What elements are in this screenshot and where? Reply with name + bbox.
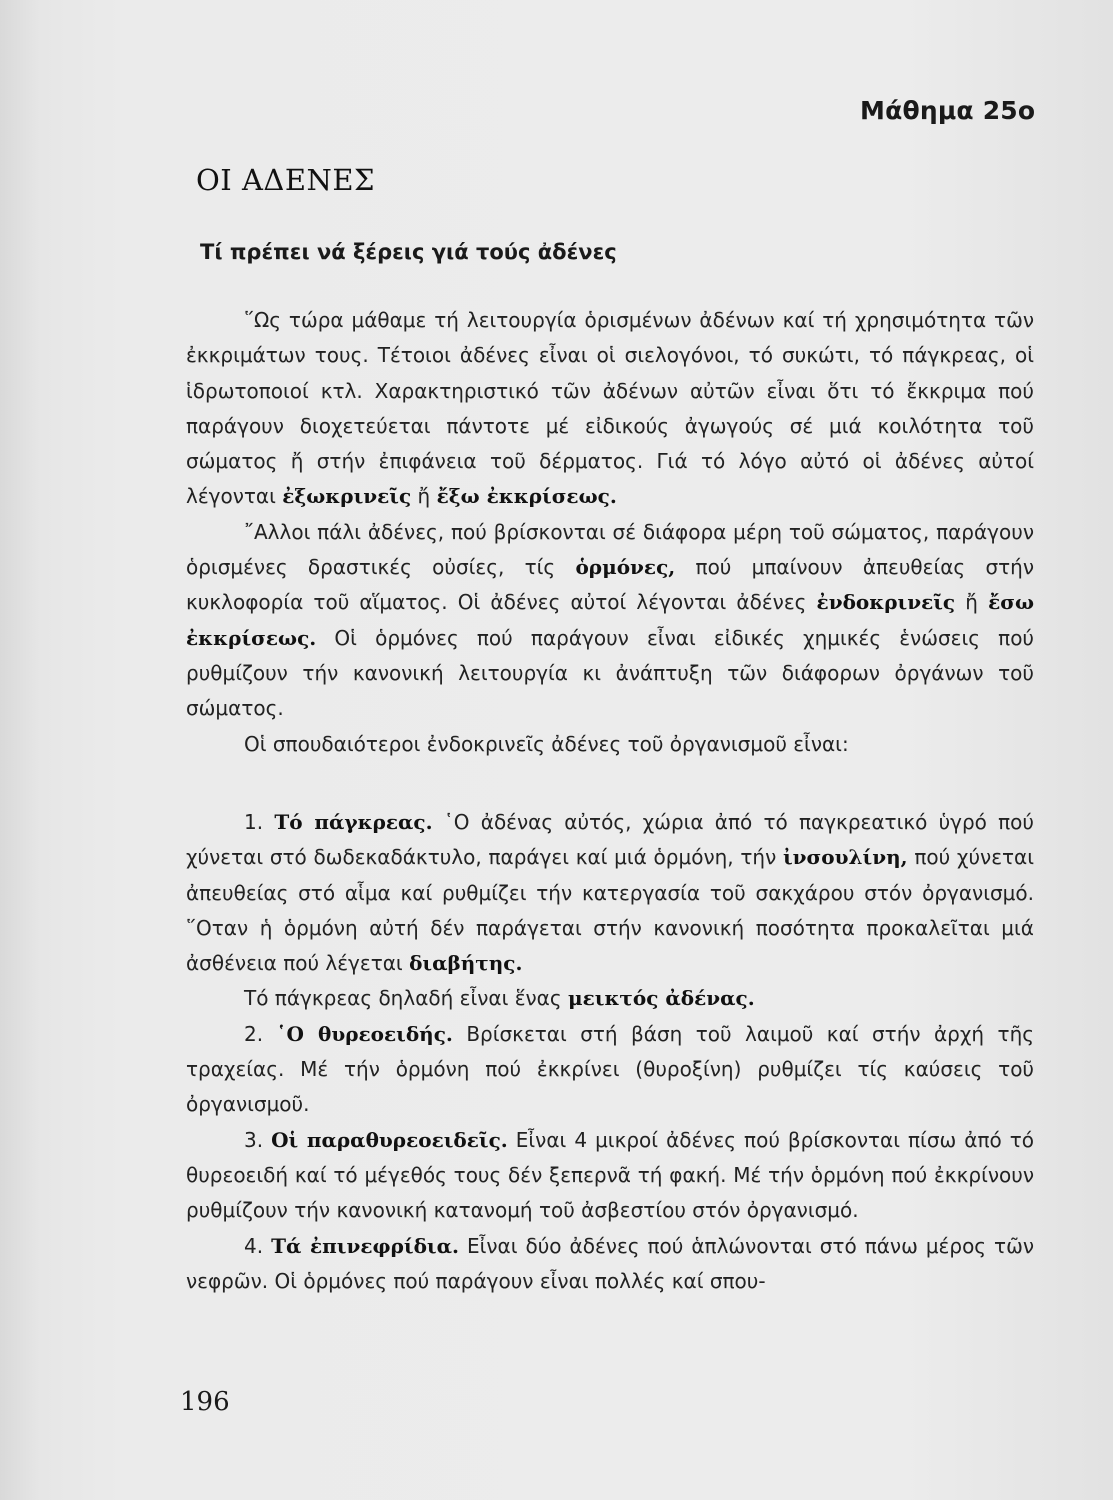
item-text: Εἶναι 4 μικροί ἀδένες πού βρίσκονται πίσω ἀπό τό θυρεοειδή καί τό μέγεθός τους δέν ξεπερνᾶ τή φακή. Μέ τήν ὁρμόνη πού ἐκκρίνουν ρυθμίζουν τήν κανονική κατανομή τοῦ ἀσβεστίου στόν ὀργανισμό. xyxy=(186,1127,1035,1223)
term-diabetes: διαβήτης. xyxy=(409,951,523,976)
chapter-title: ΟΙ ΑΔΕΝΕΣ xyxy=(196,163,376,197)
item-title: Τό πάγκρεας. xyxy=(274,810,433,834)
conjunction: ἤ xyxy=(965,590,978,615)
list-item-pancreas xyxy=(186,805,1034,981)
term-insulin: ἰνσουλίνη, xyxy=(783,845,908,870)
paragraph-text: ῎Αλλοι πάλι ἀδένες, πού βρίσκονται σέ διάφορα μέρη τοῦ σώματος, παράγουν ὁρισμένες δραστικές οὐσίες, τίς xyxy=(186,519,1034,580)
item-title: Τά ἐπινεφρίδια. xyxy=(271,1233,459,1258)
term-mixed-gland: μεικτός ἀδένας. xyxy=(567,986,755,1011)
term-hormones: ὁρμόνες, xyxy=(575,555,676,580)
section-subtitle: Τί πρέπει νά ξέρεις γιά τούς ἀδένες xyxy=(200,240,617,264)
paragraph-text: Οἱ σπουδαιότεροι ἐνδοκρινεῖς ἀδένες τοῦ ὀργανισμοῦ εἶναι: xyxy=(244,731,849,756)
term-external-secretion: ἔξω ἐκκρίσεως. xyxy=(436,484,617,509)
item-title: ῾Ο θυρεοειδής. xyxy=(276,1021,453,1046)
page-number: 196 xyxy=(180,1387,230,1417)
term-endocrine: ἐνδοκρινεῖς xyxy=(816,590,956,615)
paragraph-endocrine xyxy=(186,515,1034,727)
item-number: 3. xyxy=(244,1127,264,1152)
list-item-parathyroid xyxy=(186,1123,1034,1229)
paragraph-list-intro xyxy=(186,727,1034,762)
item-title: Οἱ παραθυρεοειδεῖς. xyxy=(271,1127,508,1152)
term-internal-secretion: ἔσω ἐκκρίσεως. xyxy=(186,590,1035,650)
item-text: Εἶναι δύο ἀδένες πού ἁπλώνονται στό πάνω μέρος τῶν νεφρῶν. Οἱ ὁρμόνες πού παράγουν εἶναι πολλές καί σπου- xyxy=(186,1233,1035,1293)
intro-text xyxy=(186,303,1034,762)
paragraph-exocrine xyxy=(186,303,1034,515)
item-number: 4. xyxy=(244,1233,264,1258)
list-item-adrenal xyxy=(186,1229,1034,1300)
paragraph-text: Τό πάγκρεας δηλαδή εἶναι ἕνας xyxy=(244,986,562,1011)
item-text: ῾Ο ἀδένας αὐτός, χώρια ἀπό τό παγκρεατικό ὑγρό πού χύνεται στό δωδεκαδάκτυλο, παράγει καί μιά ὁρμόνη, τήν xyxy=(186,810,1034,870)
list-item-thyroid xyxy=(186,1017,1034,1123)
conjunction: ἤ xyxy=(417,484,431,509)
item-text: πού χύνεται ἀπευθείας στό αἷμα καί ρυθμίζει τήν κατεργασία τοῦ σακχάρου στόν ὀργανισμό. ῞Οταν ἡ ὁρμόνη αὐτή δέν παράγεται στήν κανονική ποσότητα προκαλεῖται μιά ἀσθένεια πού λέγεται xyxy=(186,845,1035,976)
paragraph-mixed-gland xyxy=(186,981,1034,1016)
paragraph-text: ῞Ως τώρα μάθαμε τή λειτουργία ὁρισμένων ἀδένων καί τή χρησιμότητα τῶν ἐκκριμάτων τους. Τέτοιοι ἀδένες εἶναι οἱ σιελογόνοι, τό συκώτι, τό πάγκρεας, οἱ ἱδρωτοποιοί κτλ. Χαρακτηριστικό τῶν ἀδένων αὐτῶν εἶναι ὅτι τό ἔκκριμα πού παράγουν διοχετεύεται πάντοτε μέ εἰδικούς ἀγωγούς σέ μιά κοιλότητα τοῦ σώματος ἤ στήν ἐπιφάνεια τοῦ δέρματος. Γιά τό λόγο αὐτό οἱ ἀδένες αὐτοί λέγονται xyxy=(186,308,1034,509)
item-number: 2. xyxy=(244,1021,264,1046)
paragraph-text: πού μπαίνουν ἀπευθείας στήν κυκλοφορία τοῦ αἵματος. Οἱ ἀδένες αὐτοί λέγονται ἀδένες xyxy=(186,555,1035,615)
paragraph-text: Οἱ ὁρμόνες πού παράγουν εἶναι εἰδικές χημικές ἑνώσεις πού ρυθμίζουν τήν κανονική λειτουργία κι ἀνάπτυξη τῶν διάφορων ὀργάνων τοῦ σώματος. xyxy=(186,625,1035,721)
item-number: 1. xyxy=(244,810,264,834)
item-text: Βρίσκεται στή βάση τοῦ λαιμοῦ καί στήν ἀρχή τῆς τραχείας. Μέ τήν ὁρμόνη πού ἐκκρίνει (θυροξίνη) ρυθμίζει τίς καύσεις τοῦ ὀργανισμοῦ. xyxy=(186,1021,1034,1117)
lesson-label: Μάθημα 25ο xyxy=(860,96,1036,125)
gland-list xyxy=(186,805,1034,1299)
term-exocrine: ἐξωκρινεῖς xyxy=(282,484,412,509)
